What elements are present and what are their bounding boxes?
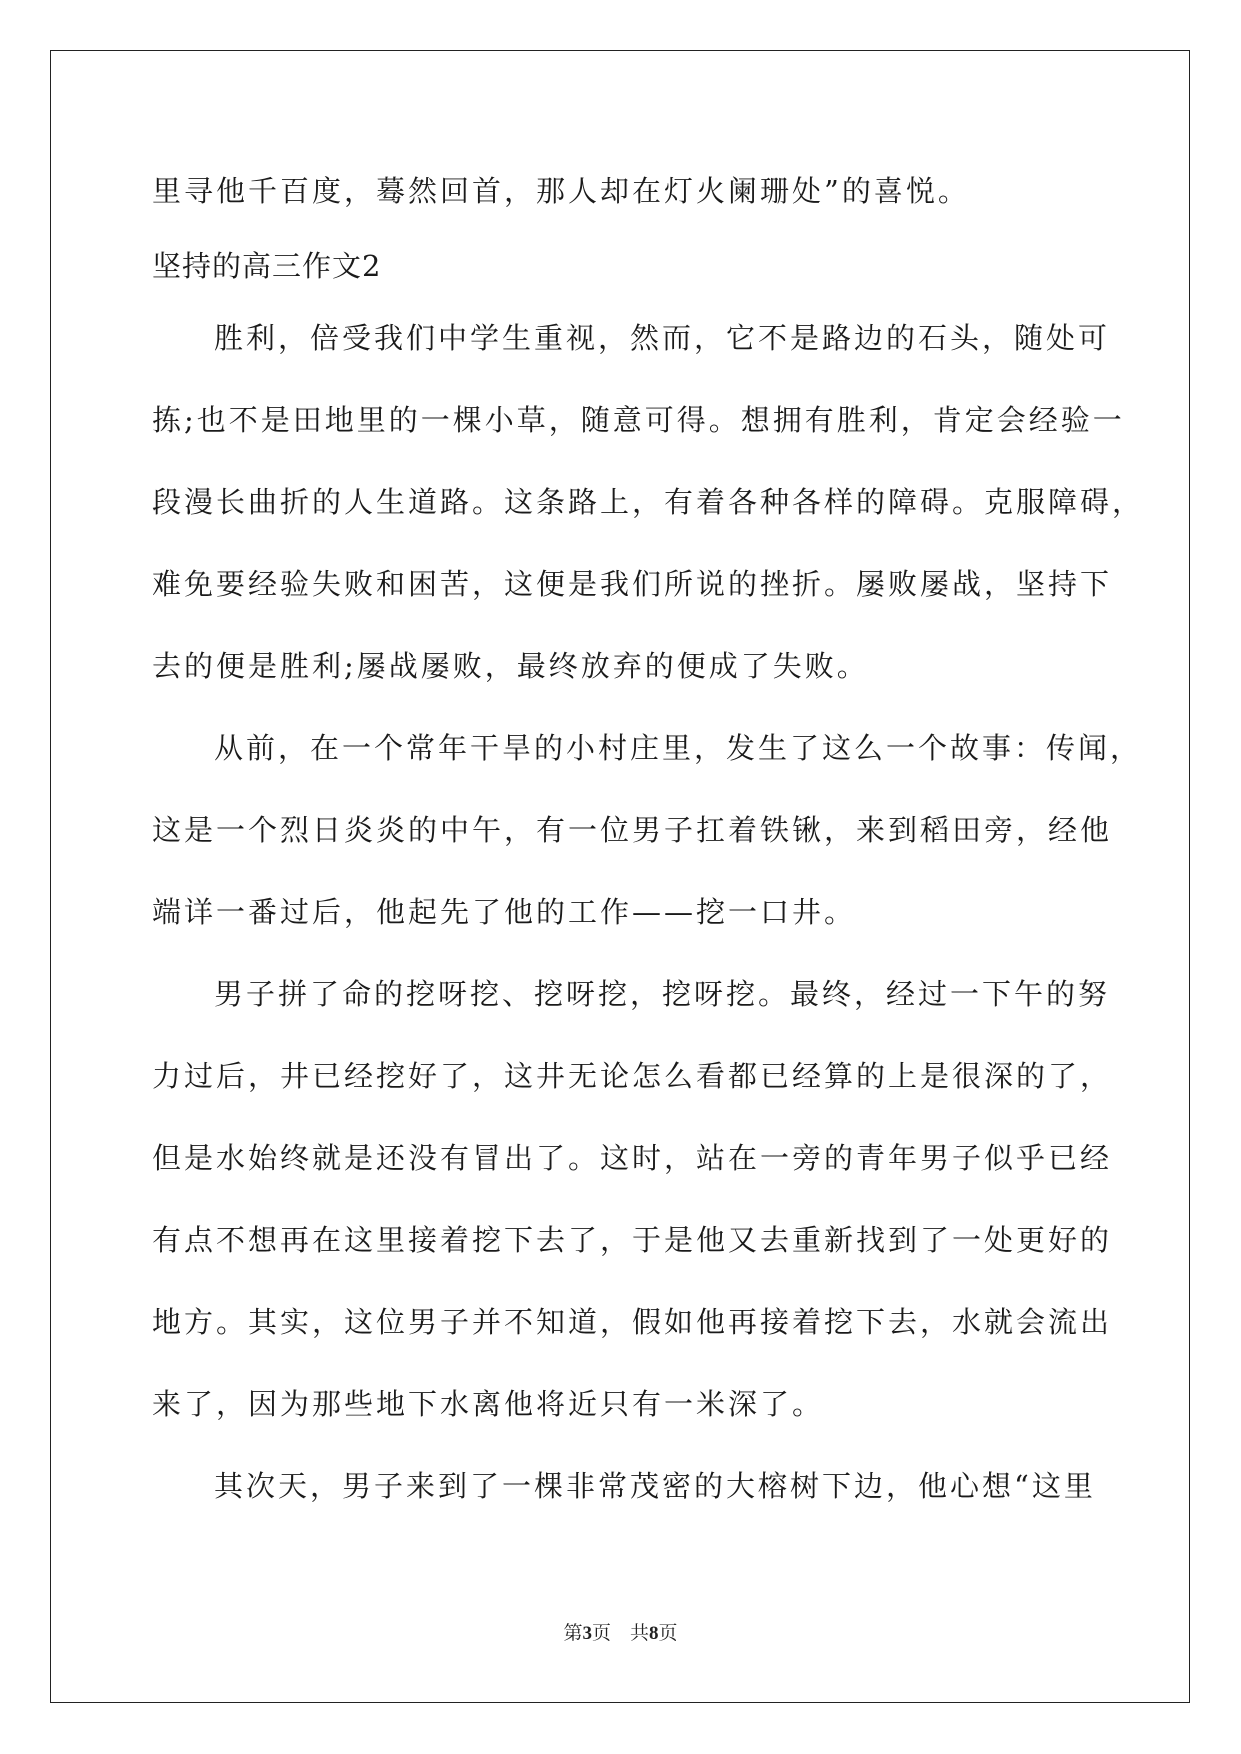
- text-line: 来了，因为那些地下水离他将近只有一米深了。: [152, 1387, 825, 1421]
- total-pages-number: 8: [649, 1623, 659, 1644]
- text-line: 拣;也不是田地里的一棵小草，随意可得。想拥有胜利，肯定会经验一: [152, 403, 1125, 437]
- text-line: 段漫长曲折的人生道路。这条路上，有着各种各样的障碍。克服障碍，: [152, 485, 1145, 519]
- paragraph-first-line: 胜利，倍受我们中学生重视，然而，它不是路边的石头，随处可: [214, 321, 1111, 355]
- text-line: 难免要经验失败和困苦，这便是我们所说的挫折。屡败屡战，坚持下: [152, 567, 1113, 601]
- paragraph-first-line: 其次天，男子来到了一棵非常茂密的大榕树下边，他心想“这里: [214, 1469, 1096, 1503]
- section-title: 坚持的高三作文2: [152, 249, 382, 283]
- text-line: 力过后，井已经挖好了，这井无论怎么看都已经算的上是很深的了，: [152, 1059, 1113, 1093]
- document-body: [152, 165, 1145, 1542]
- text-line: 地方。其实，这位男子并不知道，假如他再接着挖下去，水就会流出: [152, 1305, 1113, 1339]
- text-line: 端详一番过后，他起先了他的工作——挖一口井。: [152, 895, 857, 929]
- page-prefix: 第: [563, 1622, 583, 1644]
- paragraph-first-line: 男子拼了命的挖呀挖、挖呀挖，挖呀挖。最终，经过一下午的努: [214, 977, 1111, 1011]
- paragraph-first-line: 从前，在一个常年干旱的小村庄里，发生了这么一个故事：传闻，: [214, 731, 1143, 765]
- text-line: 去的便是胜利;屡战屡败，最终放弃的便成了失败。: [152, 649, 869, 683]
- page-suffix: 页: [658, 1622, 678, 1644]
- text-line: 有点不想再在这里接着挖下去了，于是他又去重新找到了一处更好的: [152, 1223, 1113, 1257]
- text-line: 里寻他千百度，蓦然回首，那人却在灯火阑珊处”的喜悦。: [152, 174, 970, 208]
- page-footer: [0, 1618, 1241, 1645]
- text-line: 这是一个烈日炎炎的中午，有一位男子扛着铁锹，来到稻田旁，经他: [152, 813, 1113, 847]
- current-page-number: 3: [582, 1623, 592, 1644]
- text-line: 但是水始终就是还没有冒出了。这时，站在一旁的青年男子似乎已经: [152, 1141, 1113, 1175]
- page-separator: 页 共: [591, 1622, 649, 1644]
